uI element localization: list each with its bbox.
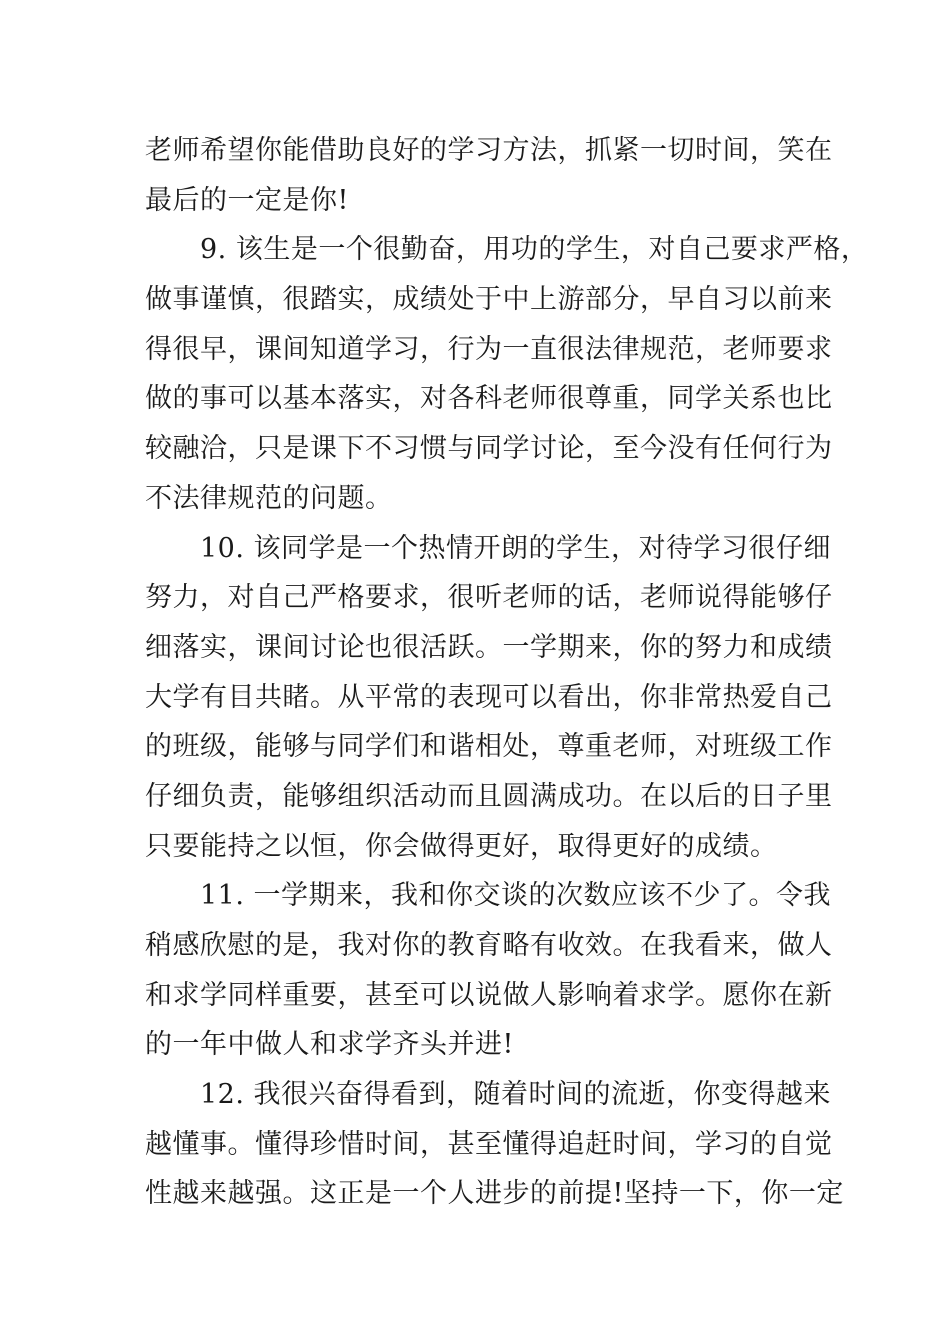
- text-line: 稍感欣慰的是，我对你的教育略有收效。在我看来，做人: [145, 930, 833, 961]
- text-line: 性越来越强。这正是一个人进步的前提!坚持一下，你一定: [145, 1178, 844, 1210]
- text-line: 仔细负责，能够组织活动而且圆满成功。在以后的日子里: [145, 780, 833, 812]
- text-line: 做事谨慎，很踏实，成绩处于中上游部分，早自习以前来: [145, 284, 833, 316]
- text-line: 做的事可以基本落实，对各科老师很尊重，同学关系也比: [145, 383, 833, 415]
- text-line: 最后的一定是你!: [145, 184, 349, 216]
- text-line: 老师希望你能借助良好的学习方法，抓紧一切时间，笑在: [145, 135, 833, 166]
- text-line: 不法律规范的问题。: [145, 482, 393, 514]
- text-line: 10. 该同学是一个热情开朗的学生，对待学习很仔细: [200, 532, 832, 564]
- text-line: 11. 一学期来，我和你交谈的次数应该不少了。令我: [200, 880, 832, 912]
- text-line: 和求学同样重要，甚至可以说做人影响着求学。愿你在新: [145, 979, 833, 1011]
- text-line: 只要能持之以恒，你会做得更好，取得更好的成绩。: [145, 830, 778, 862]
- text-line: 较融洽，只是课下不习惯与同学讨论，至今没有任何行为: [145, 433, 833, 465]
- text-line: 12. 我很兴奋得看到，随着时间的流逝，你变得越来: [200, 1079, 832, 1111]
- document-body: [145, 126, 869, 1219]
- text-line: 努力，对自己严格要求，很听老师的话，老师说得能够仔: [145, 582, 833, 614]
- text-line: 越懂事。懂得珍惜时间，甚至懂得追赶时间，学习的自觉: [145, 1128, 833, 1160]
- text-line: 细落实，课间讨论也很活跃。一学期来，你的努力和成绩: [145, 631, 833, 663]
- text-line: 的一年中做人和求学齐头并进!: [145, 1029, 514, 1061]
- text-line: 得很早，课间知道学习，行为一直很法律规范，老师要求: [145, 333, 833, 365]
- text-line: 大学有目共睹。从平常的表现可以看出，你非常热爱自己: [145, 681, 833, 713]
- text-line: 9. 该生是一个很勤奋，用功的学生，对自己要求严格，: [200, 234, 869, 266]
- text-line: 的班级，能够与同学们和谐相处，尊重老师，对班级工作: [145, 731, 833, 763]
